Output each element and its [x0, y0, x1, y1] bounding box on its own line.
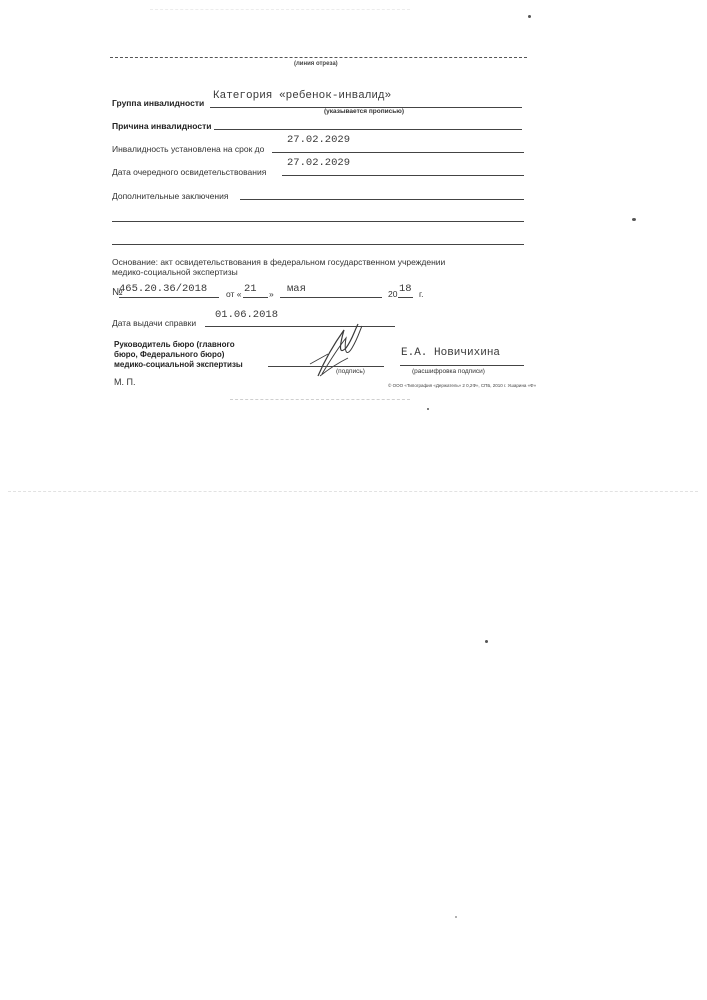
head-name-underline [400, 365, 524, 366]
term-label: Инвалидность установлена на срок до [112, 144, 265, 154]
extra-underline-2 [112, 221, 524, 222]
group-hint: (указывается прописью) [324, 108, 404, 115]
act-year: 18 [399, 283, 412, 295]
scan-artifact-line [230, 399, 410, 400]
scan-speck [528, 15, 531, 18]
signature-hint: (подпись) [336, 368, 365, 375]
stamp-place: М. П. [114, 377, 136, 387]
act-day-close: » [269, 289, 274, 299]
act-year-suffix: г. [419, 289, 424, 299]
basis-line-1: Основание: акт освидетельствования в федеральном государственном учреждении [112, 257, 446, 267]
signature-underline [268, 366, 384, 367]
scan-speck [632, 218, 636, 221]
cut-line [110, 57, 527, 58]
group-value: Категория «ребенок-инвалид» [213, 90, 392, 102]
extra-underline-1 [240, 199, 524, 200]
scan-speck [455, 916, 457, 918]
term-underline [272, 152, 524, 153]
extra-label: Дополнительные заключения [112, 191, 229, 201]
head-name-hint: (расшифровка подписи) [412, 368, 485, 375]
issue-label: Дата выдачи справки [112, 318, 197, 328]
head-name: Е.А. Новичихина [401, 347, 501, 359]
act-number-underline [119, 297, 219, 298]
act-day: 21 [244, 283, 257, 295]
head-line-3: медико-социальной экспертизы [114, 360, 243, 369]
head-line-1: Руководитель бюро (главного [114, 340, 235, 349]
issue-value: 01.06.2018 [215, 309, 279, 321]
next-exam-value: 27.02.2029 [287, 157, 351, 169]
scan-artifact-line [8, 491, 698, 492]
next-exam-underline [282, 175, 524, 176]
act-year-prefix: 20 [388, 289, 398, 299]
number-prefix: № [112, 287, 123, 298]
cause-underline [214, 129, 522, 130]
head-line-2: бюро, Федерального бюро) [114, 350, 225, 359]
cause-label: Причина инвалидности [112, 121, 212, 131]
act-number: 465.20.36/2018 [119, 283, 208, 295]
scan-artifact-line [150, 9, 410, 10]
act-from: от « [226, 289, 242, 299]
extra-underline-3 [112, 244, 524, 245]
cut-line-label: (линия отреза) [294, 61, 338, 67]
scan-speck [485, 640, 488, 643]
term-value: 27.02.2029 [287, 134, 351, 146]
next-exam-label: Дата очередного освидетельствования [112, 167, 267, 177]
group-label: Группа инвалидности [112, 98, 205, 108]
printer-info: © ООО «Типография «Держатель» 2 0,2Ф», СПБ, 2010 г. Ушарина «Ф» [388, 383, 537, 388]
act-month: мая [287, 283, 306, 295]
act-year-underline [398, 297, 413, 298]
basis-line-2: медико-социальной экспертизы [112, 267, 238, 277]
act-day-underline [243, 297, 268, 298]
scan-speck [427, 408, 429, 410]
act-month-underline [280, 297, 382, 298]
